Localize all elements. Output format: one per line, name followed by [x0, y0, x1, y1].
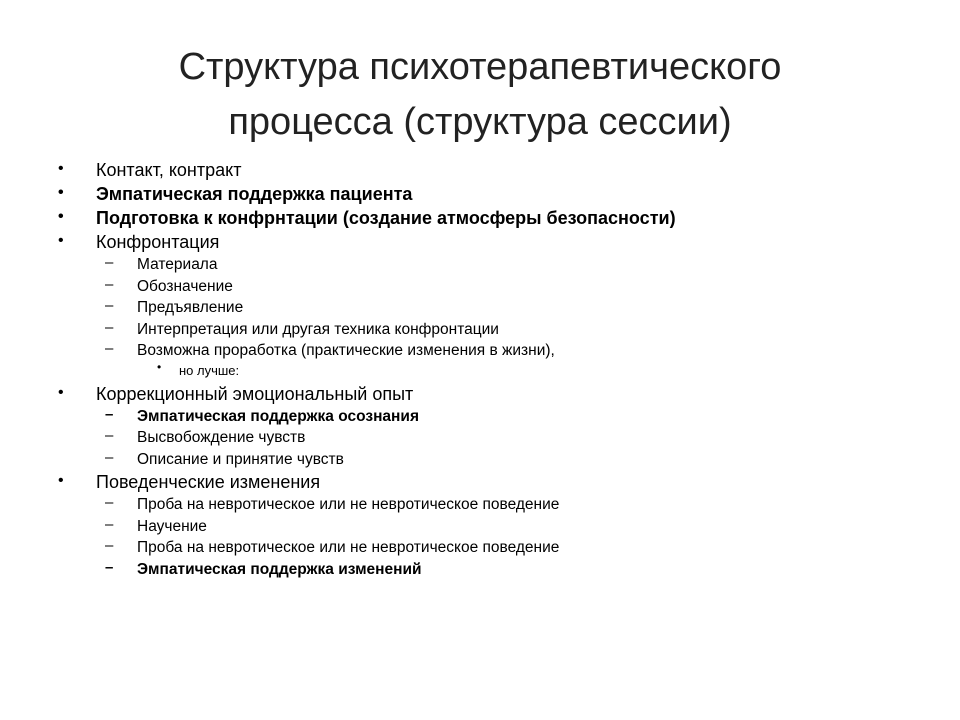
dash-icon: –: [105, 318, 114, 336]
sub-item-label: Научение: [137, 517, 207, 535]
sub-item-learning: [58, 516, 918, 538]
bullet-icon: •: [58, 208, 64, 225]
sub-item-trial-1: [58, 494, 918, 516]
outline-item-confrontation: [58, 230, 918, 254]
bullet-icon: •: [58, 184, 64, 201]
sub-item-label: Предъявление: [137, 299, 244, 316]
dash-icon: –: [105, 297, 114, 314]
outline-item-label: Эмпатическая поддержка пациента: [96, 184, 413, 204]
bullet-icon: •: [58, 383, 64, 401]
bullet-icon: •: [58, 232, 64, 249]
outline-item-label: Конфронтация: [96, 232, 220, 252]
dash-icon: –: [105, 427, 114, 444]
slide-title: [80, 40, 880, 150]
slide-title-line-1: Структура психотерапевтического: [178, 46, 782, 88]
bullet-icon: •: [58, 160, 64, 177]
sub-item-label: Возможна проработка (практические изменения в жизни),: [137, 342, 555, 359]
dash-icon: –: [105, 275, 114, 293]
outline-item-empathic-support: [58, 182, 918, 206]
outline-item-label: Контакт, контракт: [96, 160, 242, 180]
outline-item-corrective-experience: [58, 382, 918, 406]
outline-item-label: Коррекционный эмоциональный опыт: [96, 383, 414, 404]
bullet-icon: •: [58, 472, 64, 489]
sub-item-label: Эмпатическая поддержка осознания: [137, 407, 419, 425]
bullet-icon: •: [157, 359, 162, 374]
sub-item-working-through: [58, 340, 918, 362]
outline-item-contact: [58, 158, 918, 182]
outline-item-preparation: [58, 206, 918, 230]
sub-item-label: Обозначение: [137, 277, 233, 295]
outline-item-label: Подготовка к конфрнтации (создание атмосферы безопасности): [96, 208, 676, 228]
sub-item-label: Материала: [137, 256, 218, 273]
sub-item-accept-feelings: [58, 449, 918, 471]
sub-item-label: Высвобождение чувств: [137, 429, 306, 446]
slide-title-line-2: процесса (структура сессии): [228, 101, 732, 143]
sub-item-empathic-changes: [58, 559, 918, 581]
sub-item-label: Проба на невротическое или не невротическое поведение: [137, 539, 560, 556]
dash-icon: –: [105, 515, 114, 533]
dash-icon: –: [105, 494, 114, 511]
corrective-subitems: [58, 406, 918, 471]
confrontation-subitems: [58, 254, 918, 379]
sub-item-presentation: [58, 297, 918, 319]
dash-icon: –: [105, 254, 114, 271]
sub-sub-item-but-better: [58, 359, 918, 379]
sub-item-label: Проба на невротическое или не невротическое поведение: [137, 496, 560, 513]
dash-icon: –: [105, 340, 114, 357]
sub-item-trial-2: [58, 537, 918, 559]
sub-list: [58, 406, 918, 471]
sub-item-release-feelings: [58, 427, 918, 449]
sub-item-interpretation: [58, 319, 918, 341]
outline-item-behavior-change: [58, 470, 918, 494]
dash-icon: –: [105, 537, 114, 554]
sub-sub-item-label: но лучше:: [179, 362, 240, 378]
sub-item-label: Интерпретация или другая техника конфронтации: [137, 320, 499, 338]
sub-item-label: Описание и принятие чувств: [137, 450, 344, 468]
outline-list: [58, 158, 918, 580]
sub-item-empathic-awareness: [58, 406, 918, 428]
dash-icon: –: [105, 558, 114, 576]
dash-icon: –: [105, 405, 114, 423]
sub-item-label: Эмпатическая поддержка изменений: [137, 560, 422, 578]
behavior-subitems: [58, 494, 918, 580]
outline-item-label: Поведенческие изменения: [96, 472, 321, 492]
sub-list: [58, 254, 918, 379]
sub-item-material: [58, 254, 918, 276]
sub-list: [58, 494, 918, 580]
sub-item-designation: [58, 276, 918, 298]
dash-icon: –: [105, 448, 114, 466]
